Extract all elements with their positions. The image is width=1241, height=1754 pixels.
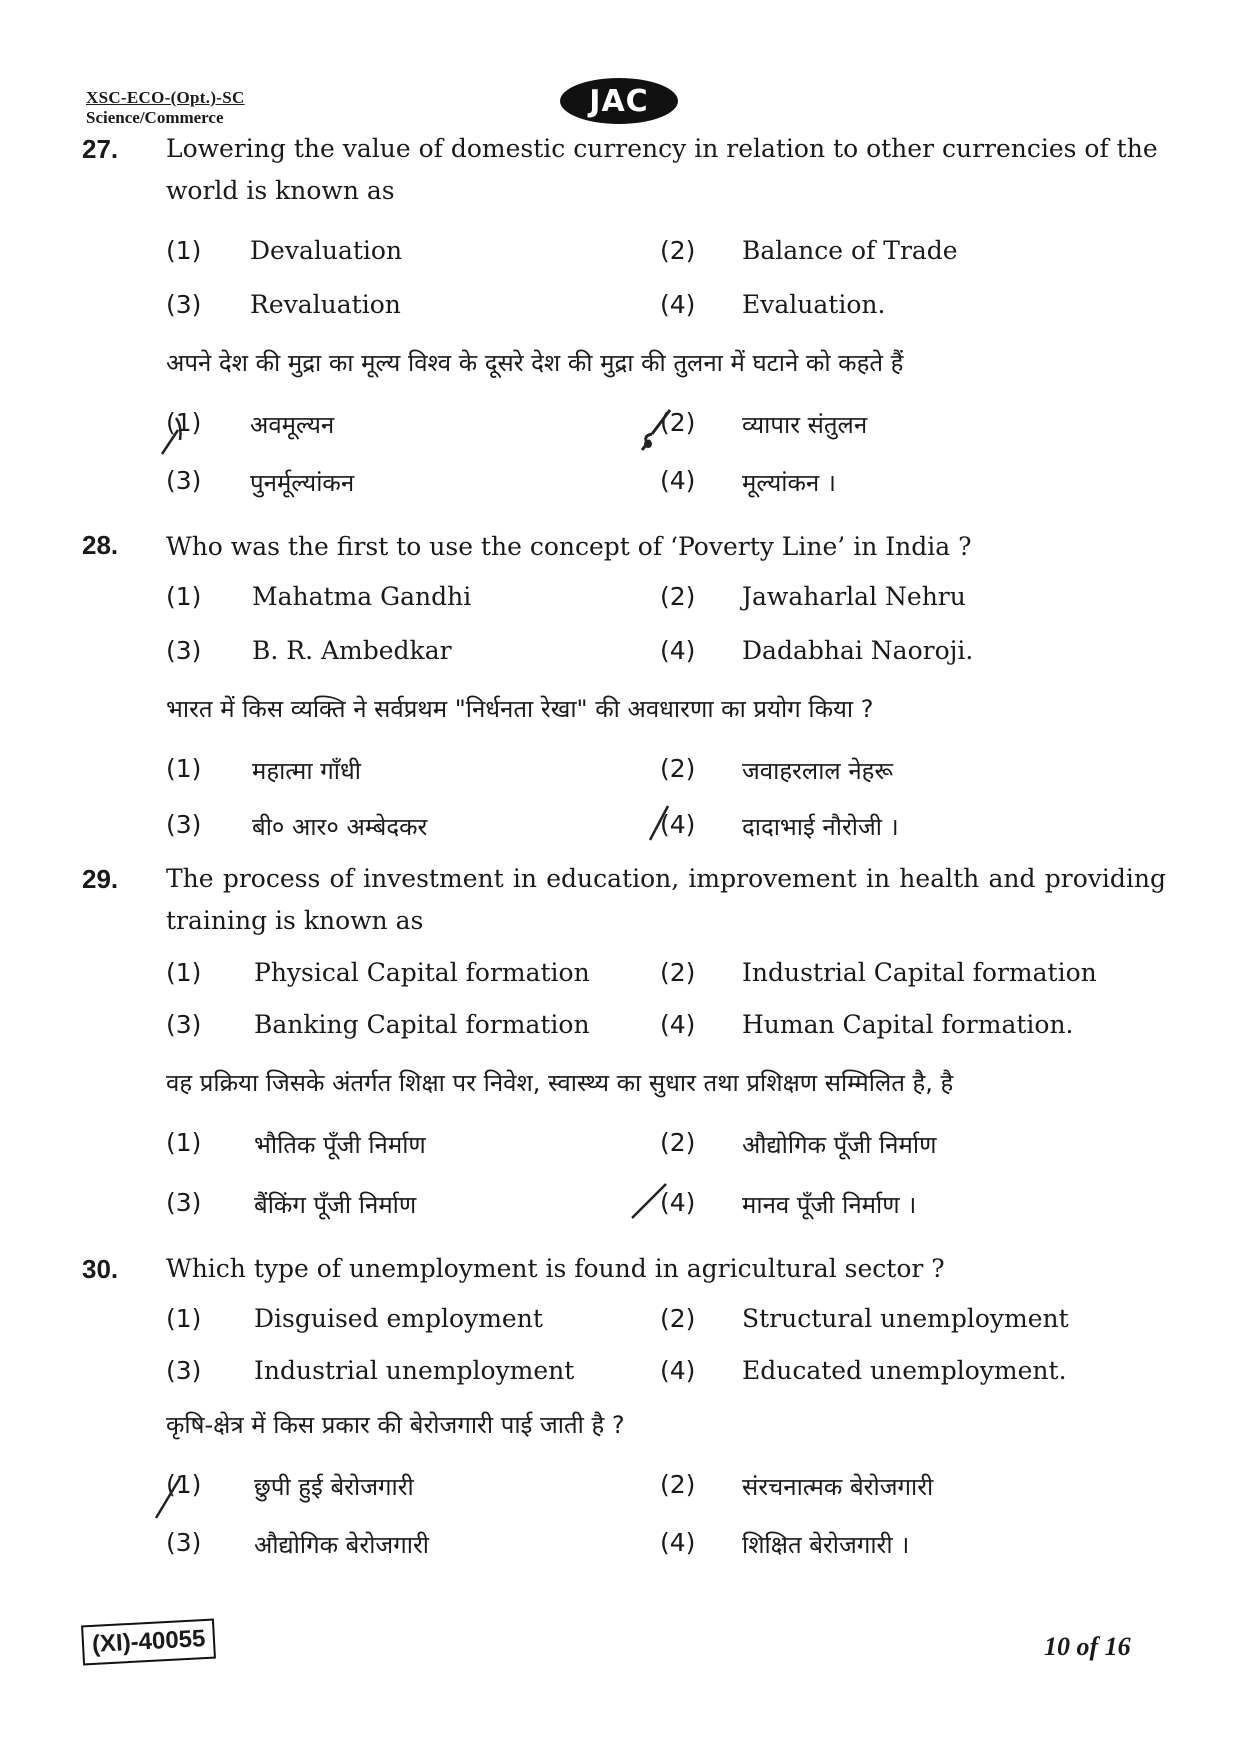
options-row-hi-2 [0,466,1241,506]
option-label: (2) [660,1304,696,1333]
option-label: (3) [166,636,202,665]
option-text: औद्योगिक पूँजी निर्माण [742,1131,937,1159]
option-text: Mahatma Gandhi [252,582,472,611]
option-label: (2) [660,408,696,437]
option-label: (4) [660,1528,696,1557]
pen-tick-mark-icon [640,400,680,454]
options-row-hi-2 [0,1528,1241,1568]
question-number: 30. [82,1254,119,1284]
option-label: (1) [166,236,202,265]
option-label: (4) [660,1188,696,1217]
option-text: Dadabhai Naoroji. [742,636,974,665]
pen-tick-mark-icon [646,796,682,844]
options-row-en-2 [0,290,1241,330]
option-label: (3) [166,1356,202,1385]
option-text: जवाहरलाल नेहरू [742,757,894,785]
option-label: (4) [660,810,696,839]
options-row-en-2 [0,636,1241,676]
option-label: (1) [166,1304,202,1333]
options-row-hi-1 [0,1128,1241,1168]
option-label: (2) [660,236,696,265]
option-label: (1) [166,408,202,437]
question-number: 29. [82,864,119,894]
option-text: Structural unemployment [742,1304,1069,1333]
option-text: शिक्षित बेरोजगारी । [742,1531,910,1559]
option-text: मूल्यांकन । [742,469,836,497]
option-text: अवमूल्यन [250,411,335,439]
option-label: (1) [166,958,202,987]
option-label: (1) [166,582,202,611]
question-text-hi: भारत में किस व्यक्ति ने सर्वप्रथम "निर्धनता रेखा" की अवधारणा का प्रयोग किया ? [166,695,874,723]
option-label: (4) [660,290,696,319]
option-label: (4) [660,636,696,665]
question-text-hi: अपने देश की मुद्रा का मूल्य विश्व के दूसरे देश की मुद्रा की तुलना में घटाने को कहते हैं [166,349,904,377]
option-text: दादाभाई नौरोजी । [742,813,899,841]
question-text-en: The process of investment in education, improvement in health and providing training is known as [166,864,1166,935]
stream-label: Science/Commerce [86,108,224,127]
pen-tick-mark-icon [152,1470,192,1522]
option-label: (4) [660,466,696,495]
option-text: Human Capital formation. [742,1010,1074,1039]
option-label: (1) [166,754,202,783]
option-text: Educated unemployment. [742,1356,1067,1385]
option-label: (4) [660,1356,696,1385]
option-text: Revaluation [250,290,401,319]
question-text-en: Lowering the value of domestic currency in relation to other currencies of the world is known as [166,134,1158,205]
options-row-hi-1 [0,754,1241,794]
option-text: मानव पूँजी निर्माण । [742,1191,917,1219]
option-label: (3) [166,290,202,319]
option-label: (1) [166,1128,202,1157]
option-text: Banking Capital formation [254,1010,590,1039]
options-row-hi-2 [0,810,1241,850]
option-text: औद्योगिक बेरोजगारी [254,1531,429,1559]
pen-tick-mark-icon [158,410,194,460]
option-text: Jawaharlal Nehru [742,582,966,611]
option-label: (4) [660,1010,696,1039]
option-label: (1) [166,1470,202,1499]
pen-tick-mark-icon [630,1172,674,1222]
option-text: महात्मा गाँधी [252,757,361,785]
paper-code: XSC-ECO-(Opt.)-SC [86,88,245,107]
options-row-en-1 [0,1304,1241,1344]
option-text: B. R. Ambedkar [252,636,452,665]
option-text: व्यापार संतुलन [742,411,868,439]
option-label: (3) [166,810,202,839]
option-label: (2) [660,1470,696,1499]
option-text: Physical Capital formation [254,958,590,987]
option-label: (2) [660,754,696,783]
option-text: Devaluation [250,236,403,265]
option-text: बी० आर० अम्बेदकर [252,813,428,841]
options-row-en-2 [0,1356,1241,1396]
question-number: 27. [82,134,119,164]
option-text: पुनर्मूल्यांकन [250,469,355,497]
option-label: (2) [660,1128,696,1157]
option-text: Industrial Capital formation [742,958,1097,987]
options-row-en-1 [0,582,1241,622]
option-label: (3) [166,466,202,495]
options-row-en-1 [0,958,1241,998]
option-text: बैंकिंग पूँजी निर्माण [254,1191,417,1219]
question-text-en: Which type of unemployment is found in agricultural sector ? [166,1254,945,1283]
option-label: (3) [166,1188,202,1217]
option-text: छुपी हुई बेरोजगारी [254,1473,414,1501]
question-text-hi: वह प्रक्रिया जिसके अंतर्गत शिक्षा पर निवेश, स्वास्थ्य का सुधार तथा प्रशिक्षण सम्मिलित है, है [166,1069,954,1097]
option-text: Industrial unemployment [254,1356,575,1385]
option-label: (2) [660,958,696,987]
option-text: Balance of Trade [742,236,958,265]
option-text: भौतिक पूँजी निर्माण [254,1131,426,1159]
option-text: Disguised employment [254,1304,543,1333]
option-label: (3) [166,1528,202,1557]
page-number: 10 of 16 [1044,1632,1131,1661]
options-row-hi-2 [0,1188,1241,1228]
jac-logo: JAC [560,78,678,124]
question-number: 28. [82,530,119,560]
options-row-en-2 [0,1010,1241,1050]
paper-id-box: (XI)-40055 [81,1619,216,1666]
option-text: Evaluation. [742,290,886,319]
option-text: संरचनात्मक बेरोजगारी [742,1473,934,1501]
question-text-en: Who was the first to use the concept of ‘Poverty Line’ in India ? [166,532,972,561]
options-row-en-1 [0,236,1241,276]
question-text-hi: कृषि-क्षेत्र में किस प्रकार की बेरोजगारी पाई जाती है ? [166,1411,625,1439]
option-label: (3) [166,1010,202,1039]
option-label: (2) [660,582,696,611]
